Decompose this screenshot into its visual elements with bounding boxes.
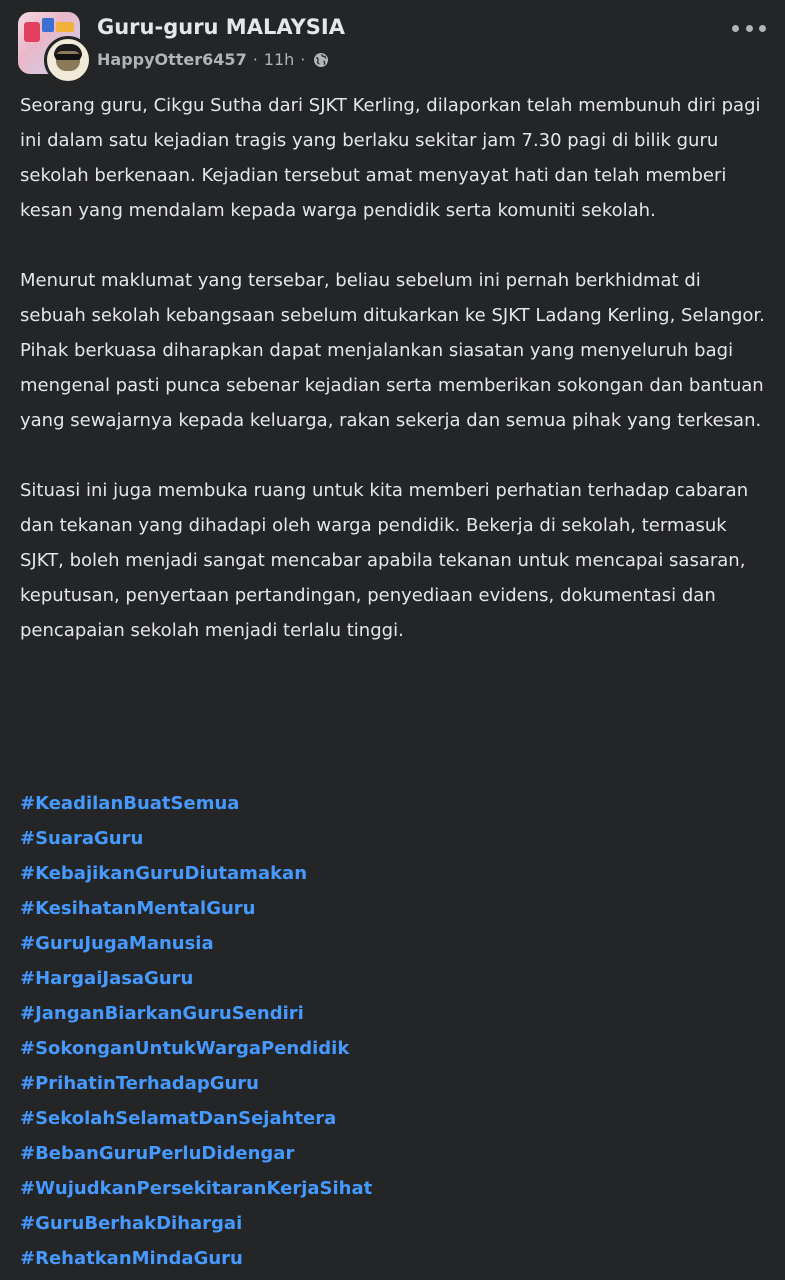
hashtag-link[interactable]: #SokonganUntukWargaPendidik bbox=[20, 1038, 350, 1059]
hashtag-link[interactable]: #SuaraGuru bbox=[20, 828, 144, 849]
hashtag-link[interactable]: #GuruJugaManusia bbox=[20, 933, 214, 954]
hashtag-link[interactable]: #KebajikanGuruDiutamakan bbox=[20, 863, 308, 884]
hashtag-link[interactable]: #WujudkanPersekitaranKerjaSihat bbox=[20, 1178, 373, 1199]
post-paragraph: Seorang guru, Cikgu Sutha dari SJKT Kerling, dilaporkan telah membunuh diri pagi ini dalam satu kejadian tragis yang berlaku sekitar jam 7.30 pagi di bilik guru sekolah berkenaan. Kejadian tersebut amat menyayat hati dan telah memberi kesan yang mendalam kepada warga pendidik serta komuniti sekolah. bbox=[20, 95, 761, 221]
author-avatar-art bbox=[55, 54, 81, 60]
hashtag-link[interactable]: #GuruBerhakDihargai bbox=[20, 1213, 243, 1234]
post-paragraph: Menurut maklumat yang tersebar, beliau sebelum ini pernah berkhidmat di sebuah sekolah kebangsaan sebelum ditukarkan ke SJKT Ladang Kerling, Selangor. Pihak berkuasa diharapkan dapat menjalankan siasatan yang menyeluruh bagi mengenal pasti punca sebenar kejadian serta memberikan sokongan dan bantuan yang sewajarnya kepada keluarga, rakan sekerja dan semua pihak yang terkesan. bbox=[20, 270, 765, 431]
hashtag-link[interactable]: #SekolahSelamatDanSejahtera bbox=[20, 1108, 337, 1129]
meta-separator: · bbox=[300, 50, 306, 69]
group-avatar-art bbox=[42, 18, 54, 32]
more-options-button[interactable] bbox=[732, 18, 766, 38]
meta-separator: · bbox=[252, 50, 258, 69]
group-avatar-art bbox=[56, 22, 74, 32]
hashtag-link[interactable]: #KeadilanBuatSemua bbox=[20, 793, 240, 814]
post-header bbox=[18, 12, 768, 80]
post-timestamp-link[interactable]: 11h bbox=[263, 50, 295, 69]
group-avatar-art bbox=[24, 22, 40, 42]
hashtag-link[interactable]: #BebanGuruPerluDidengar bbox=[20, 1143, 295, 1164]
post-meta bbox=[97, 50, 329, 69]
more-horizontal-icon bbox=[759, 25, 766, 32]
more-horizontal-icon bbox=[746, 25, 753, 32]
author-avatar[interactable] bbox=[44, 36, 92, 84]
hashtag-link[interactable]: #PrihatinTerhadapGuru bbox=[20, 1073, 260, 1094]
globe-icon[interactable] bbox=[313, 52, 329, 68]
more-horizontal-icon bbox=[732, 25, 739, 32]
hashtag-link[interactable]: #JanganBiarkanGuruSendiri bbox=[20, 1003, 304, 1024]
hashtag-link[interactable]: #RehatkanMindaGuru bbox=[20, 1248, 243, 1269]
hashtag-link[interactable]: #HargaiJasaGuru bbox=[20, 968, 194, 989]
group-name-link[interactable]: Guru-guru MALAYSIA bbox=[97, 15, 345, 39]
hashtag-list bbox=[20, 786, 770, 1276]
author-name-link[interactable]: HappyOtter6457 bbox=[97, 50, 247, 69]
post-paragraph: Situasi ini juga membuka ruang untuk kita memberi perhatian terhadap cabaran dan tekanan yang dihadapi oleh warga pendidik. Bekerja di sekolah, termasuk SJKT, boleh menjadi sangat mencabar apabila tekanan untuk mencapai sasaran, keputusan, penyertaan pertandingan, penyediaan evidens, dokumentasi dan pencapaian sekolah menjadi terlalu tinggi. bbox=[20, 480, 749, 641]
post-body bbox=[20, 88, 770, 683]
hashtag-link[interactable]: #KesihatanMentalGuru bbox=[20, 898, 256, 919]
